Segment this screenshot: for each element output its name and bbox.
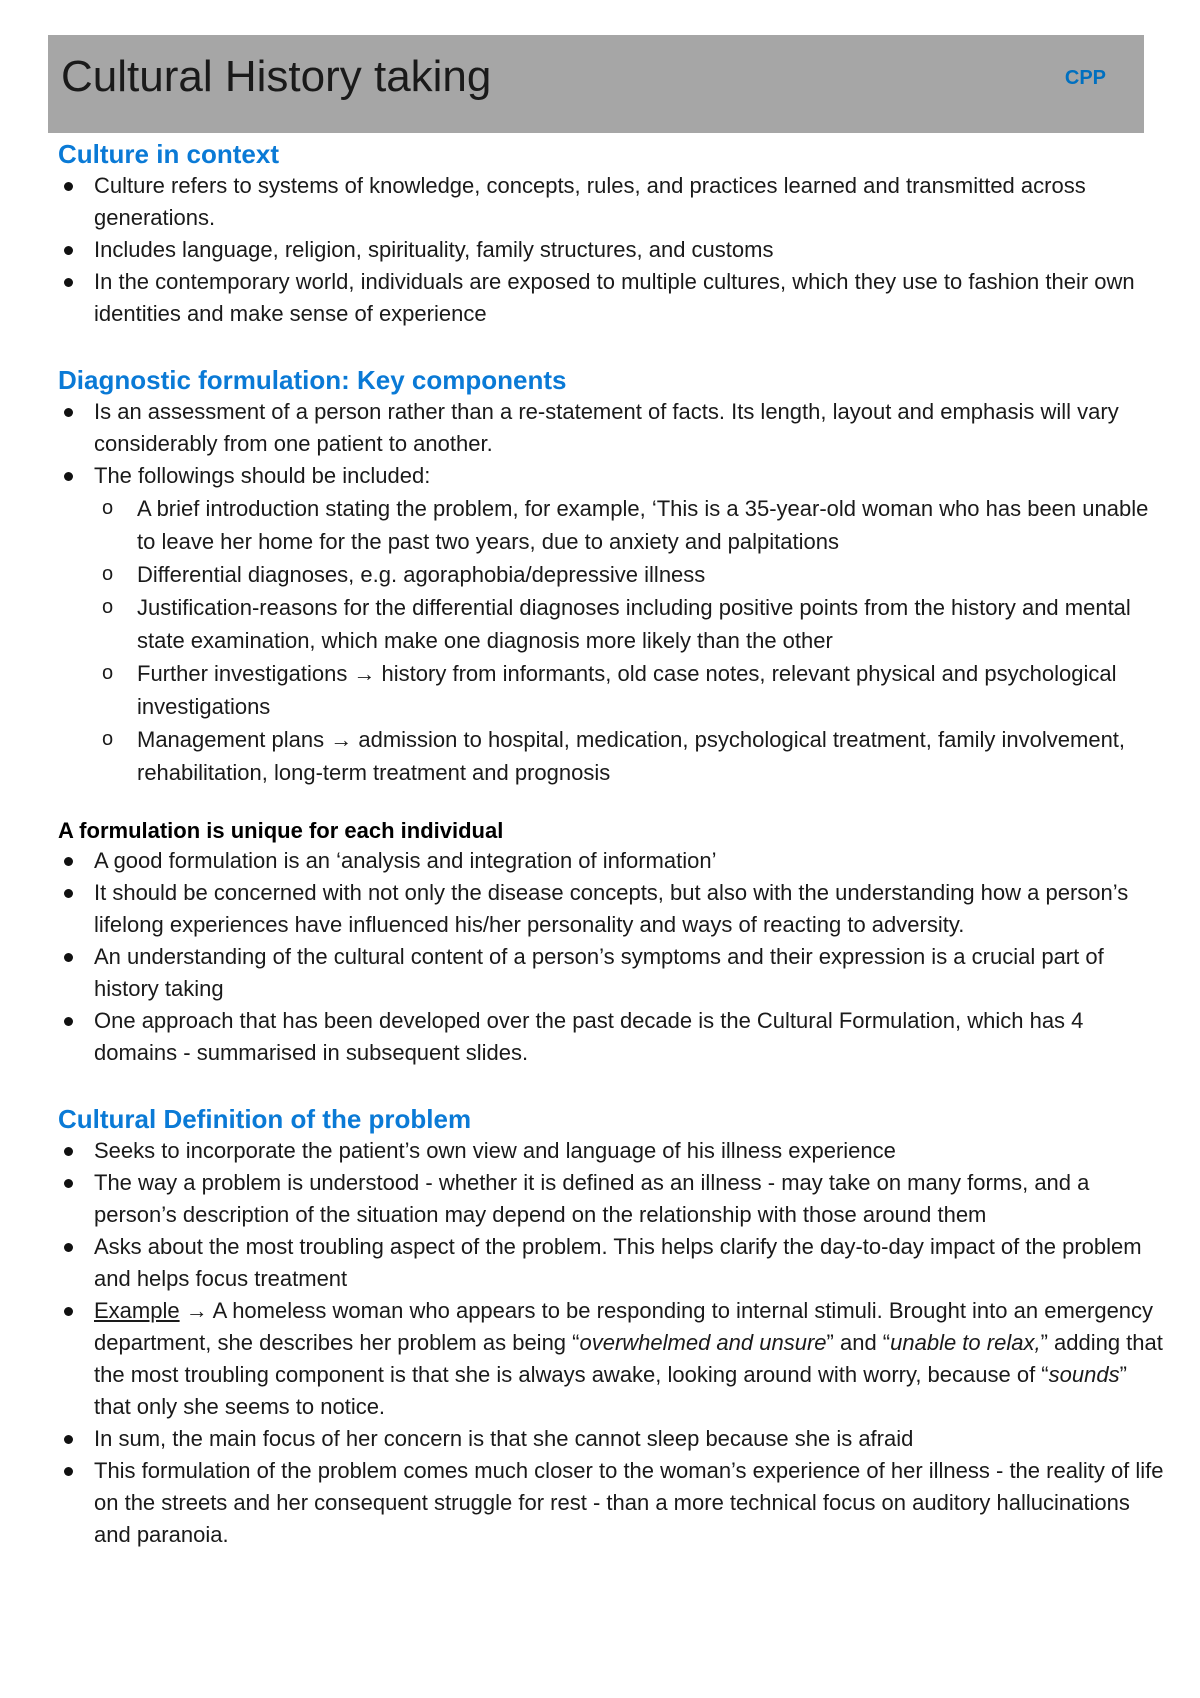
section-heading-culture: Culture in context [58,139,280,169]
circle-bullet-icon: o [102,596,114,618]
spacer [58,1069,1168,1103]
circle-bullet-icon: o [102,563,114,585]
circle-bullet-icon: o [102,497,114,519]
list-item: A good formulation is an ‘analysis and integration of information’ [58,845,1168,877]
page-title: Cultural History taking [61,52,492,101]
title-bar [48,35,1144,133]
example-quote: unable to relax, [890,1330,1041,1355]
list-item: Is an assessment of a person rather than a re-statement of facts. Its length, layout and emphasis will vary considerably from one patient to another. [58,396,1168,460]
sub-list-item-text: Management plans → admission to hospital, medication, psychological treatment, family involvement, rehabilitation, long-term treatment and prognosis [137,727,1126,785]
list-item: In the contemporary world, individuals are exposed to multiple cultures, which they use to fashion their own identities and make sense of experience [58,266,1168,330]
example-text: A homeless woman who appears to be responding to internal stimuli. Brought into an emergency department, she describes her problem as being “ [94,1298,1154,1355]
list-item: Asks about the most troubling aspect of the problem. This helps clarify the day-to-day impact of the problem and helps focus treatment [58,1231,1168,1295]
section-heading-formulation: A formulation is unique for each individual [58,818,504,843]
list-item: It should be concerned with not only the disease concepts, but also with the understanding how a person’s lifelong experiences have influenced his/her personality and ways of reacting to adversity. [58,877,1168,941]
sub-list-item [94,492,1168,558]
sub-list-item-text: Further investigations → history from informants, old case notes, relevant physical and psychological investigations [137,661,1117,719]
course-tag: CPP [1064,67,1106,89]
list-item: One approach that has been developed over the past decade is the Cultural Formulation, which has 4 domains - summarised in subsequent slides. [58,1005,1168,1069]
section-heading-definition: Cultural Definition of the problem [58,1104,472,1134]
sub-list-item-text: Justification-reasons for the differential diagnoses including positive points from the history and mental state examination, which make one diagnosis more likely than the other [137,595,1131,653]
list-item: In sum, the main focus of her concern is that she cannot sleep because she is afraid [58,1423,1168,1455]
list-item [58,460,1168,789]
diagnostic-list [58,396,1168,789]
list-item: Includes language, religion, spirituality, family structures, and customs [58,234,1168,266]
example-quote: overwhelmed and unsure [579,1330,827,1355]
spacer [58,789,1168,817]
formulation-list [58,845,1168,1069]
example-item [58,1295,1168,1423]
list-item-text: The followings should be included: [94,463,431,488]
section-heading-diagnostic: Diagnostic formulation: Key components [58,365,567,395]
definition-list [58,1135,1168,1551]
sub-list-item-text: Differential diagnoses, e.g. agoraphobia/depressive illness [137,562,706,587]
example-text: ” that only she seems to notice. [94,1362,1127,1419]
sub-list-item [94,723,1168,789]
circle-bullet-icon: o [102,728,114,750]
sub-list-item [94,591,1168,657]
sub-list-item-text: A brief introduction stating the problem, for example, ‘This is a 35-year-old woman who has been unable to leave her home for the past two years, due to anxiety and palpitations [137,496,1149,554]
document-content [58,138,1168,1551]
circle-bullet-icon: o [102,662,114,684]
list-item: Culture refers to systems of knowledge, concepts, rules, and practices learned and transmitted across generations. [58,170,1168,234]
example-text: ” and “ [826,1330,891,1355]
spacer [58,330,1168,364]
sub-list-item [94,657,1168,723]
list-item: Seeks to incorporate the patient’s own view and language of his illness experience [58,1135,1168,1167]
diagnostic-sublist [94,492,1168,789]
example-label: Example [94,1298,180,1323]
example-quote: sounds [1048,1362,1120,1387]
list-item: An understanding of the cultural content of a person’s symptoms and their expression is a crucial part of history taking [58,941,1168,1005]
example-text: ” adding that the most troubling component is that she is always awake, looking around with worry, because of “ [94,1330,1163,1387]
culture-list [58,170,1168,330]
list-item: This formulation of the problem comes much closer to the woman’s experience of her illness - the reality of life on the streets and her consequent struggle for rest - than a more technical focus on auditory hallucinations and paranoia. [58,1455,1168,1551]
sub-list-item [94,558,1168,591]
list-item: The way a problem is understood - whether it is defined as an illness - may take on many forms, and a person’s description of the situation may depend on the relationship with those around them [58,1167,1168,1231]
arrow-right-icon: → [185,1298,208,1323]
